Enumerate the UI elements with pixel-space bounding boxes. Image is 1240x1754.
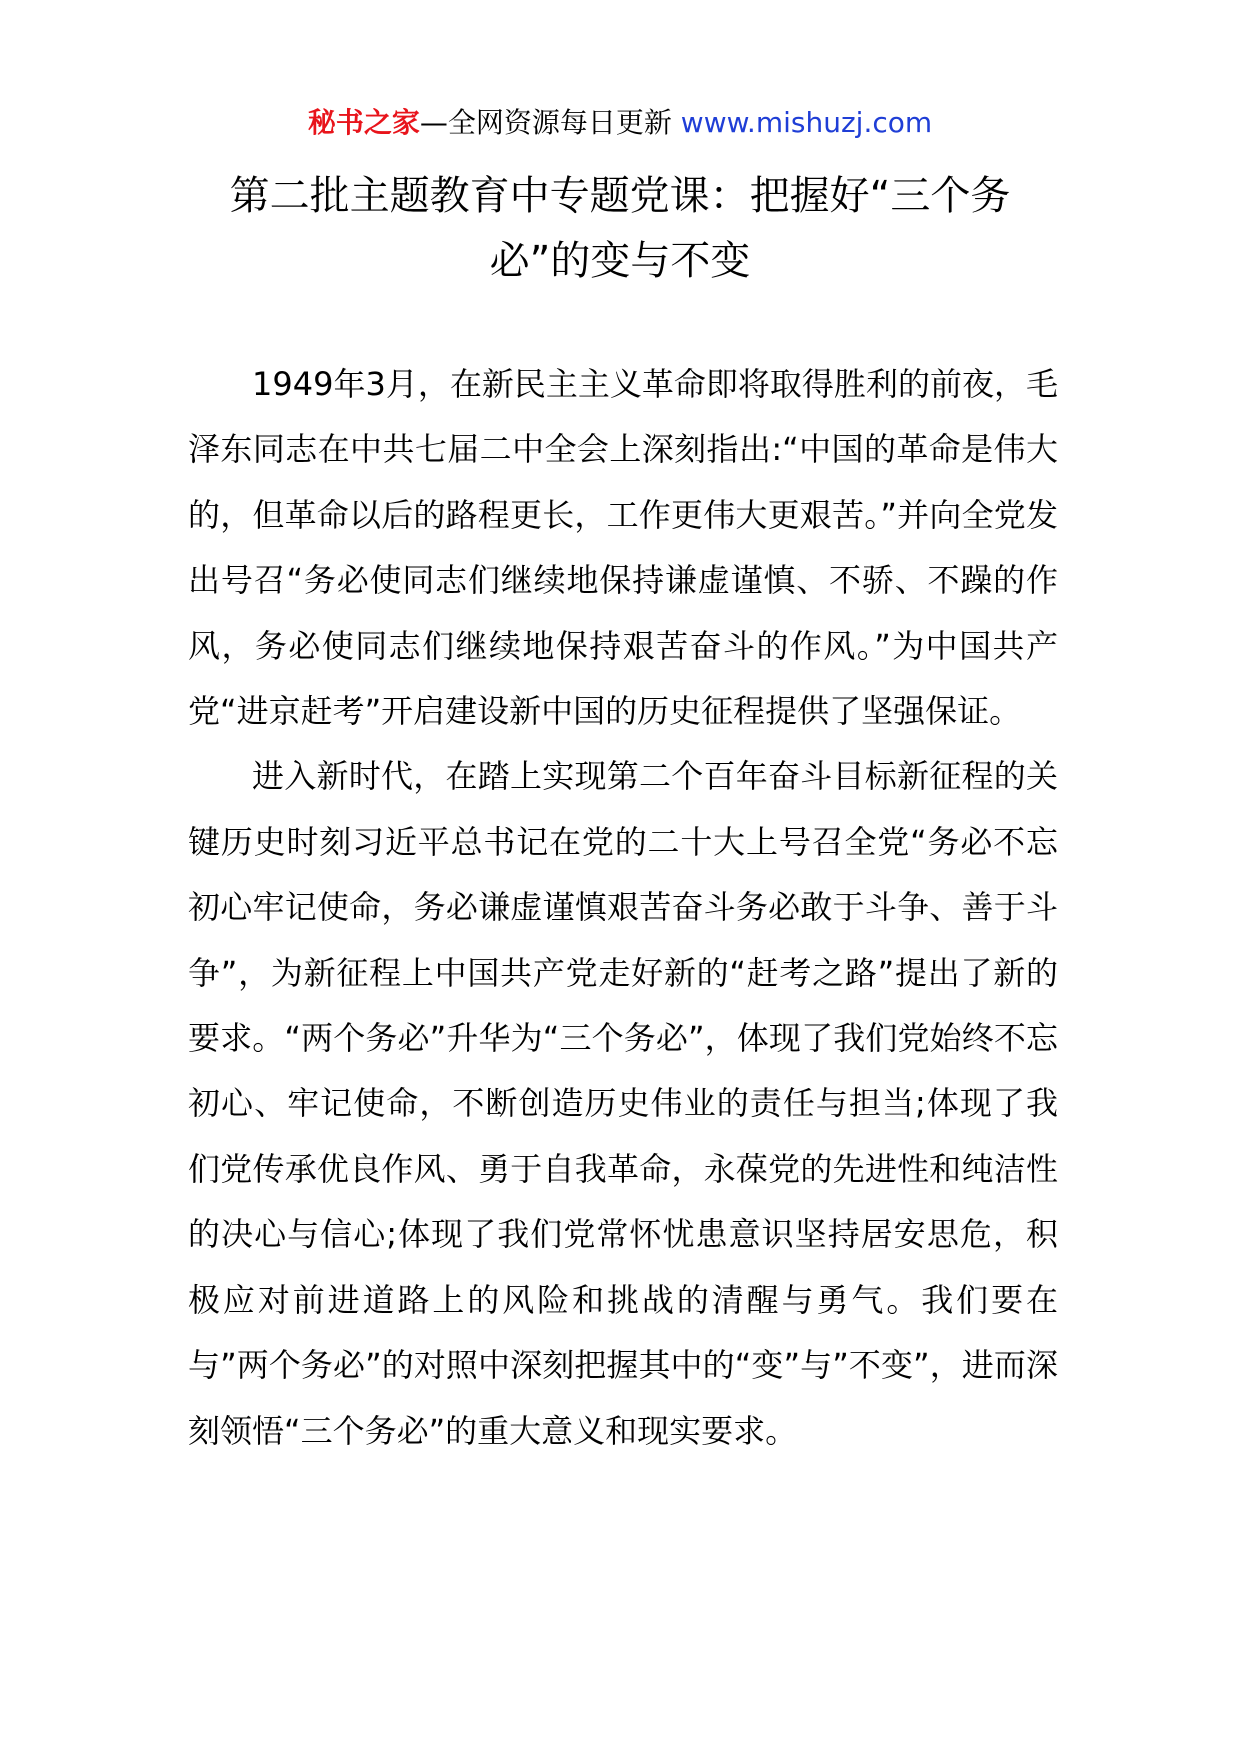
- paragraph: 进入新时代，在踏上实现第二个百年奋斗目标新征程的关键历史时刻习近平总书记在党的二十大上号召全党“务必不忘初心牢记使命，务必谦虚谨慎艰苦奋斗务必敢于斗争、善于斗争”，为新征程上中国共产党走好新的“赶考之路”提出了新的要求。“两个务必”升华为“三个务必”，体现了我们党始终不忘初心、牢记使命，不断创造历史伟业的责任与担当;体现了我们党传承优良作风、勇于自我革命，永葆党的先进性和纯洁性的决心与信心;体现了我们党常怀忧患意识坚持居安思危，积极应对前进道路上的风险和挑战的清醒与勇气。我们要在与”两个务必”的对照中深刻把握其中的“变”与”不变”，进而深刻领悟“三个务必”的重大意义和现实要求。: [188, 757, 1058, 1450]
- document-body: [188, 352, 1058, 1464]
- site-tagline: —全网资源每日更新: [419, 106, 672, 139]
- site-url-link[interactable]: www.mishuzj.com: [680, 106, 933, 139]
- site-header: [0, 103, 1240, 143]
- site-brand: 秘书之家: [307, 106, 420, 139]
- document-title: 第二批主题教育中专题党课：把握好“三个务必”的变与不变: [229, 173, 1011, 284]
- paragraph: 1949年3月，在新民主主义革命即将取得胜利的前夜，毛泽东同志在中共七届二中全会上深刻指出:“中国的革命是伟大的，但革命以后的路程更长，工作更伟大更艰苦。”并向全党发出号召“务必使同志们继续地保持谦虚谨慎、不骄、不躁的作风，务必使同志们继续地保持艰苦奋斗的作风。”为中国共产党“进京赶考”开启建设新中国的历史征程提供了坚强保证。: [188, 365, 1058, 731]
